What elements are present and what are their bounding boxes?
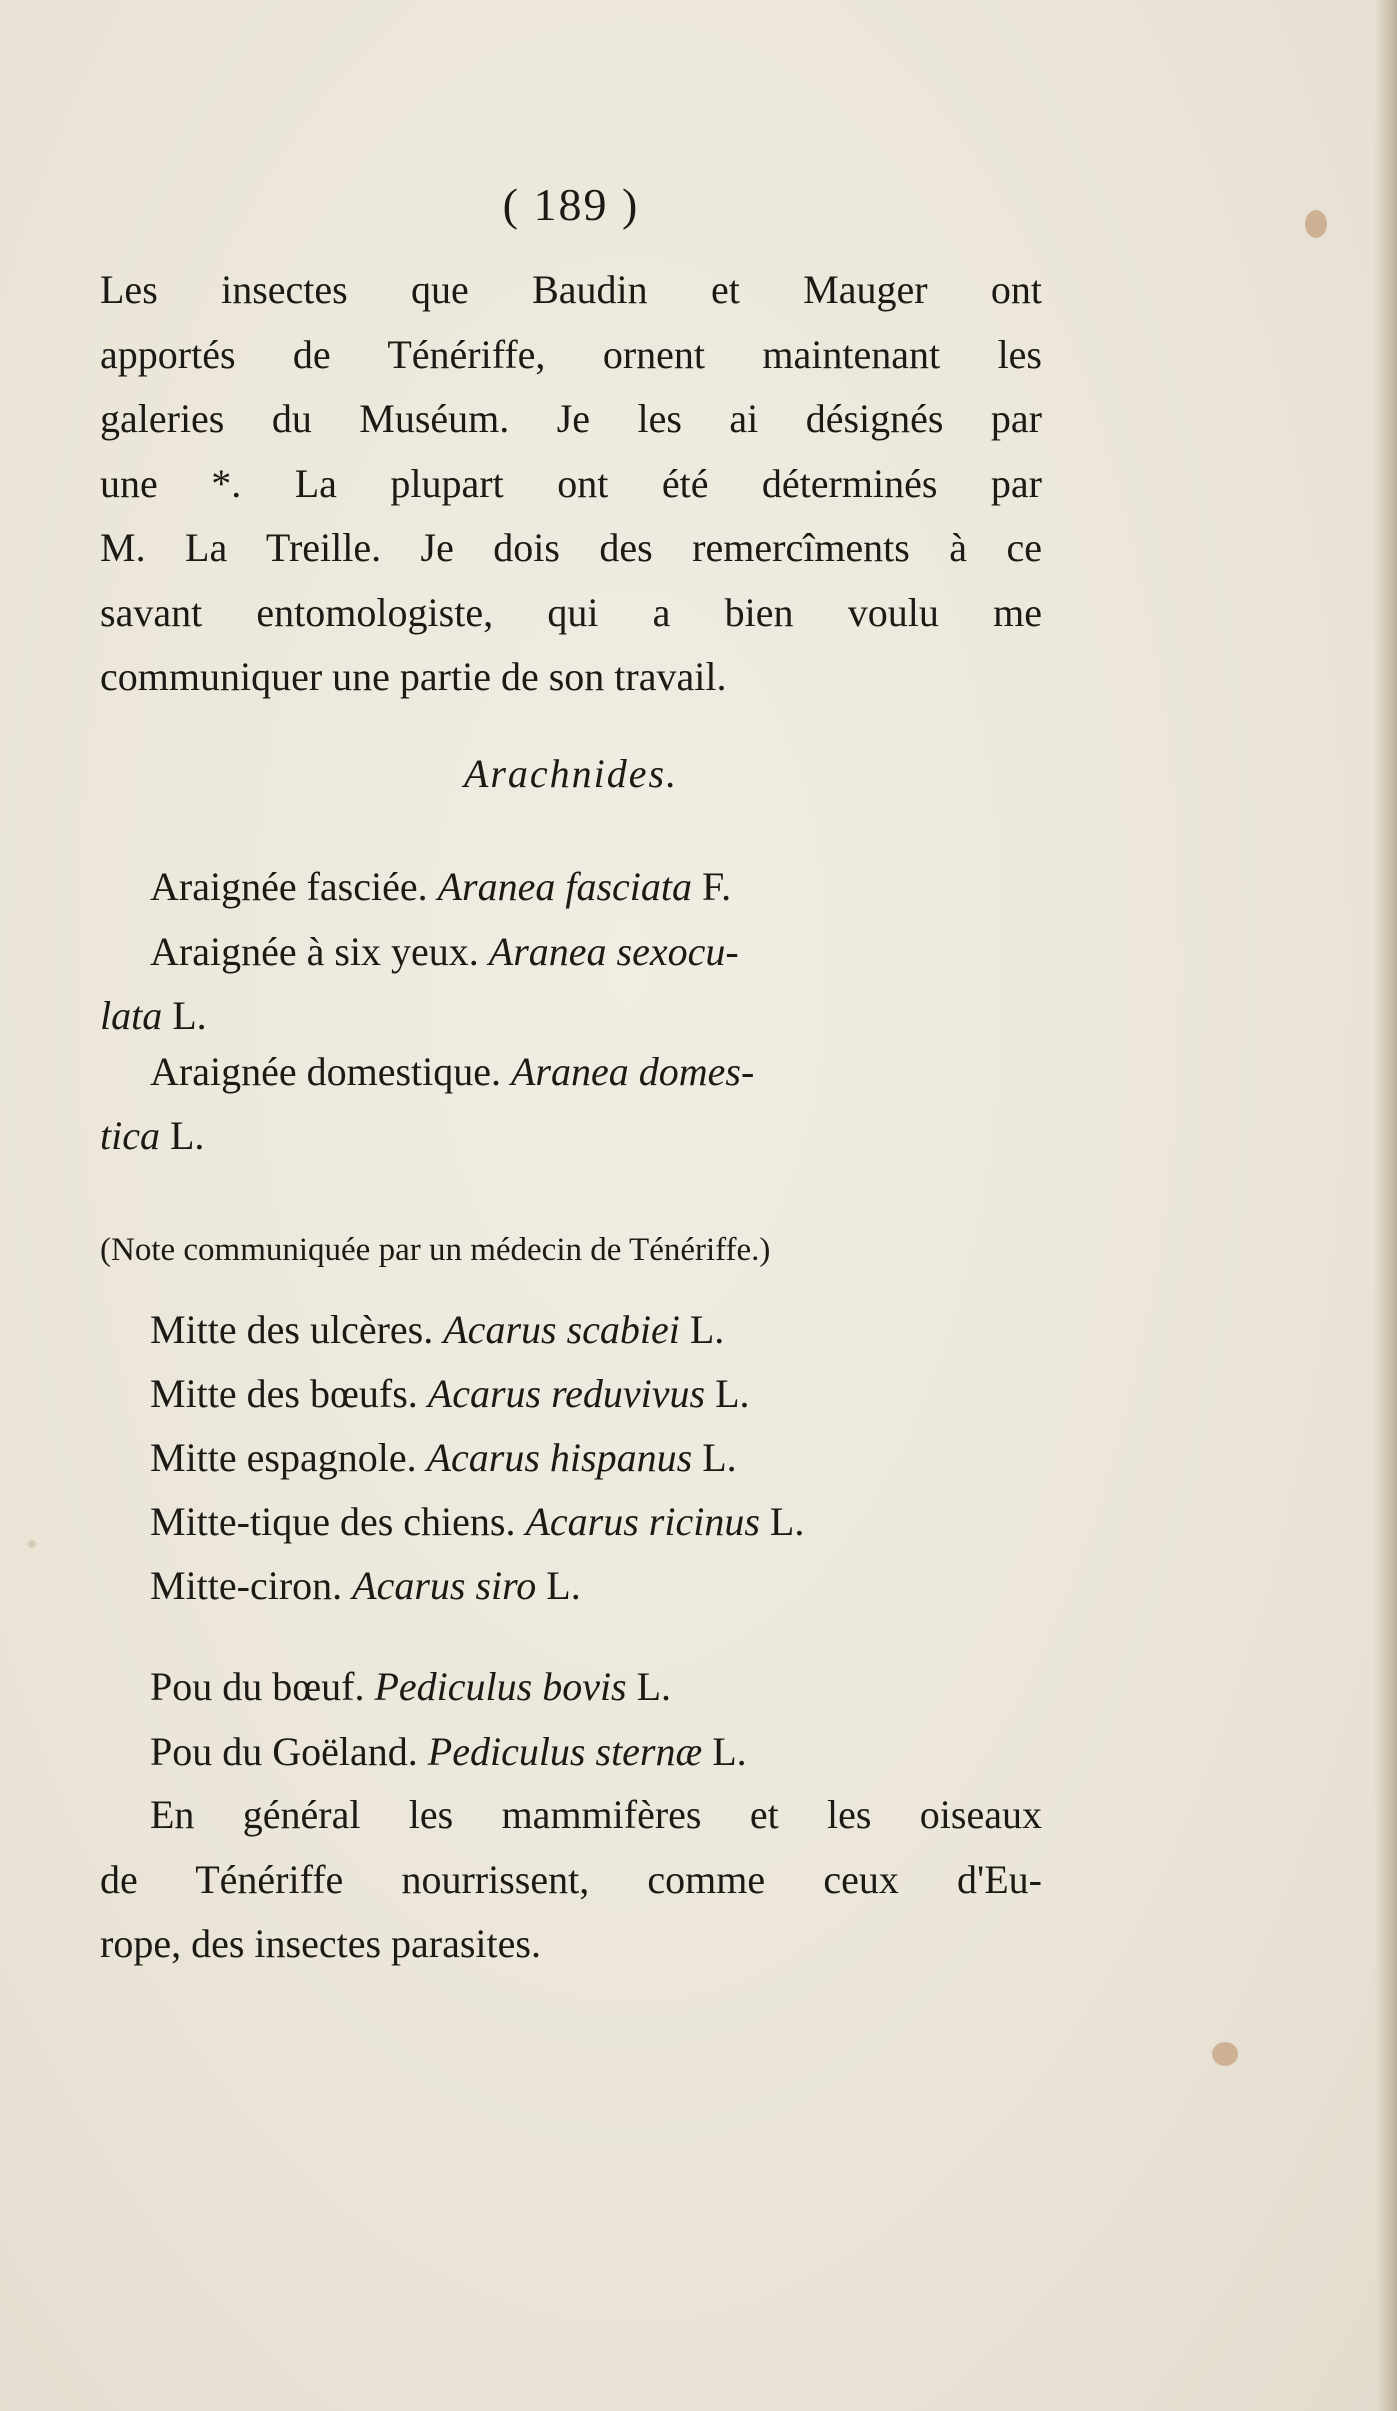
latin-name-continued: lata [100,993,163,1038]
author-abbrev: L. [759,1499,805,1544]
common-name: Pou du Goëland. [150,1729,428,1774]
author-abbrev: L. [536,1563,581,1608]
intro-line: Les insectes que Baudin et Mauger ont [100,267,1042,312]
species-entry [100,1040,1042,1168]
species-entry [150,1490,1042,1554]
latin-name: Acarus reduvivus [427,1371,706,1416]
latin-name: Aranea domes- [511,1049,755,1094]
intro-line: M. La Treille. Je dois des remercîments à ce [100,525,1042,570]
latin-name: Aranea fasciata [437,864,693,909]
latin-name: Aranea sexocu- [488,929,739,974]
intro-line: une *. La plupart ont été déterminés par [100,460,1042,506]
species-entry [150,855,1042,919]
author-abbrev: L. [162,993,207,1038]
latin-name: Acarus scabiei [443,1307,680,1352]
author-abbrev: L. [702,1729,747,1774]
species-entry [150,1362,1042,1426]
foxing-spot [1305,210,1327,238]
latin-name: Acarus ricinus [525,1499,760,1544]
latin-name: Pediculus sternæ [427,1729,703,1774]
closing-line: En général les mammifères et les oiseaux [150,1792,1042,1837]
author-abbrev: L. [692,1435,737,1480]
species-entry [150,1720,1042,1784]
common-name: Araignée à six yeux. [150,929,489,974]
common-name: Araignée domestique. [150,1049,511,1094]
closing-paragraph [100,1783,1042,1977]
species-entry [150,1426,1042,1490]
foxing-spot [1212,2042,1238,2066]
intro-line: communiquer une partie de son travail. [100,654,727,699]
common-name: Mitte-ciron. [150,1563,353,1608]
common-name: Mitte espagnole. [150,1435,427,1480]
author-abbrev: L. [159,1113,205,1158]
common-name: Mitte-tique des chiens. [150,1499,526,1544]
species-entry [150,1298,1042,1362]
common-name: Araignée fasciée. [150,864,438,909]
latin-name: Pediculus bovis [374,1664,627,1709]
intro-line: apportés de Ténériffe, ornent maintenant les [100,331,1042,377]
foxing-spot [28,1540,36,1548]
common-name: Mitte des ulcères. [150,1307,444,1352]
author-abbrev: L. [705,1371,750,1416]
latin-name-continued: tica [100,1113,160,1158]
common-name: Mitte des bœufs. [150,1371,428,1416]
species-entry [100,920,1042,1048]
species-entry [150,1554,1042,1618]
intro-paragraph [100,258,1042,710]
latin-name: Acarus hispanus [426,1435,693,1480]
closing-line: rope, des insectes parasites. [100,1921,541,1966]
closing-line: de Ténériffe nourrissent, comme ceux d'Eu- [100,1856,1042,1902]
author-abbrev: L. [679,1307,725,1352]
author-abbrev: L. [626,1664,672,1709]
species-entry [150,1655,1042,1719]
author-abbrev: F. [692,864,732,909]
common-name: Pou du bœuf. [150,1664,375,1709]
note-line: (Note communiquée par un médecin de Ténériffe.) [100,1232,771,1268]
intro-line: savant entomologiste, qui a bien voulu me [100,589,1042,635]
page-number: ( 189 ) [502,179,640,230]
page-edge [1375,0,1397,2411]
section-heading: Arachnides. [463,751,679,796]
latin-name: Acarus siro [352,1563,537,1608]
intro-line: galeries du Muséum. Je les ai désignés par [100,396,1042,441]
